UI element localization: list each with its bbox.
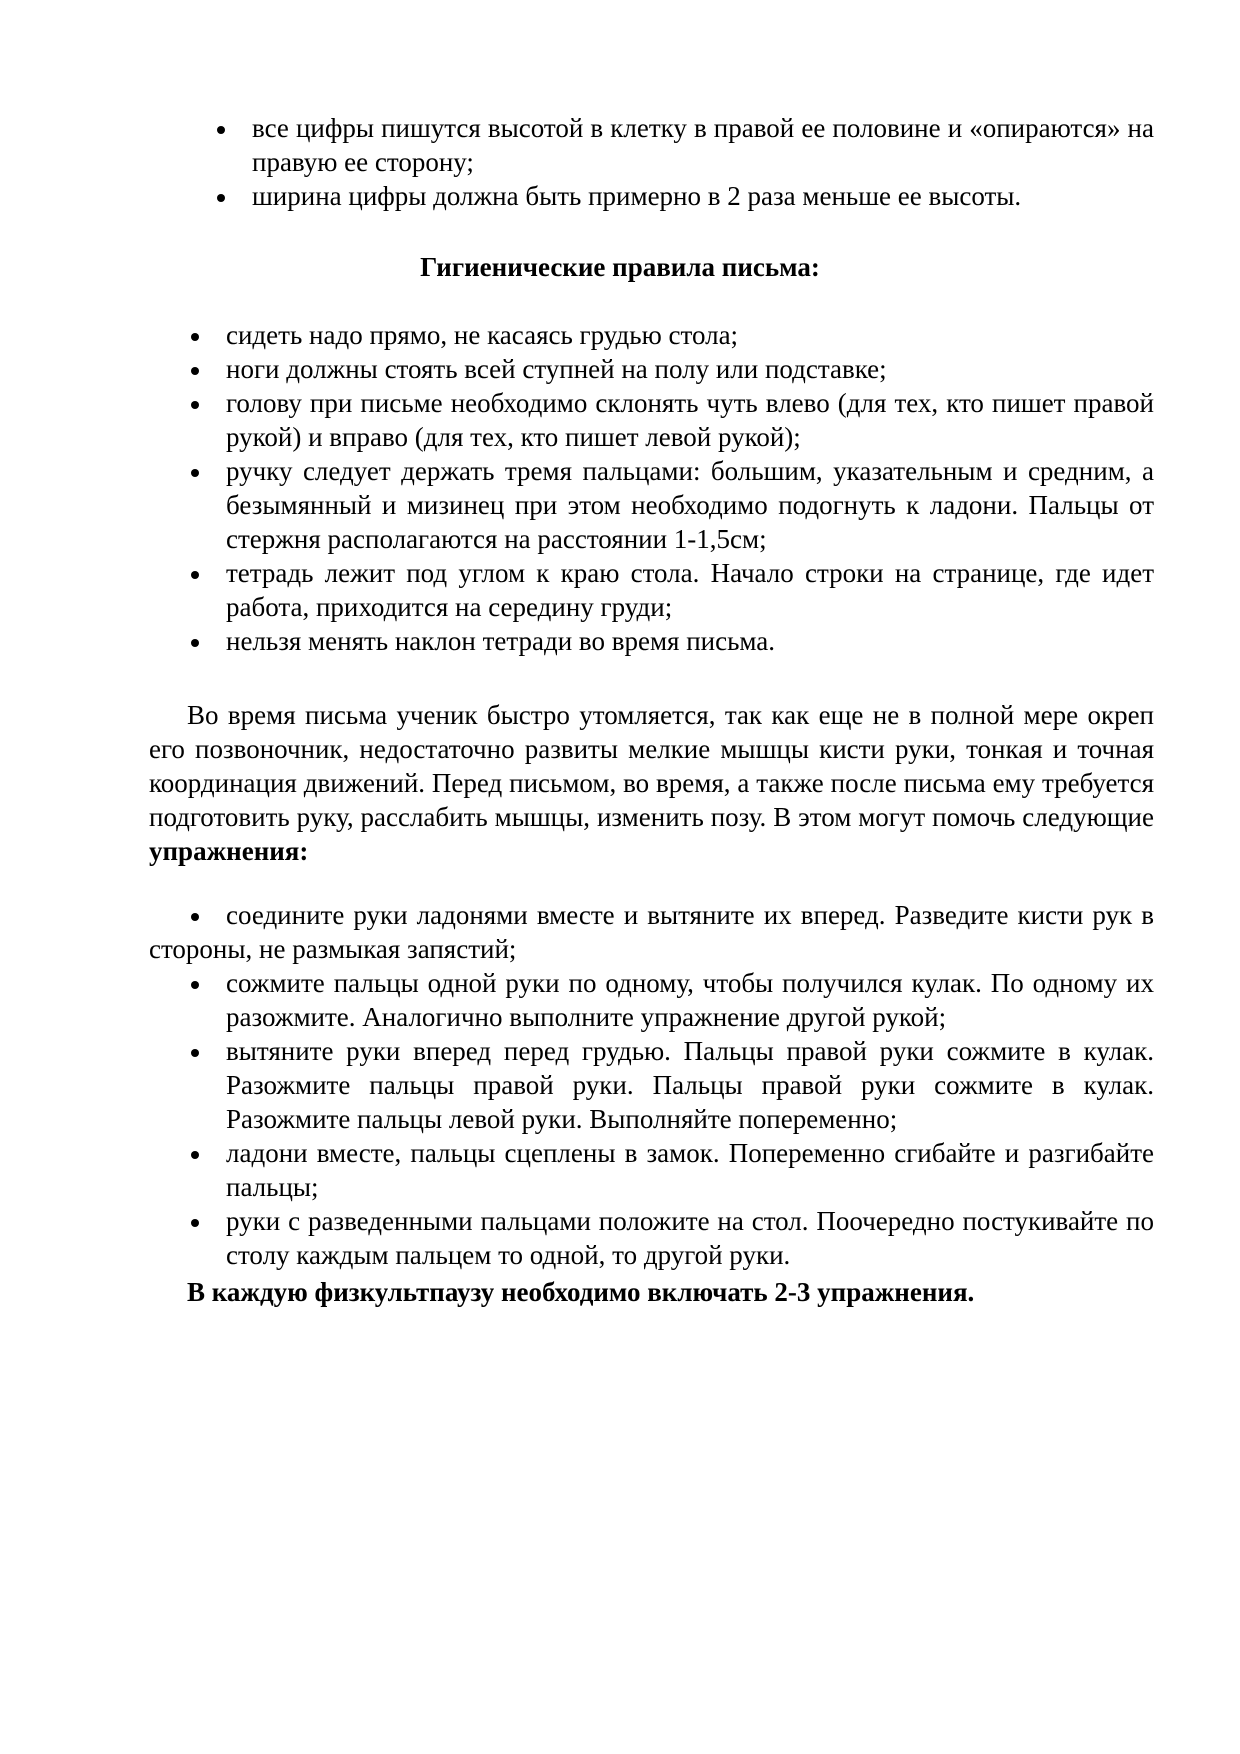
bullet-icon bbox=[217, 194, 225, 202]
list-item: соедините руки ладонями вместе и вытяните их вперед. Разведите кисти рук в стороны, не размыкая запястий; bbox=[149, 900, 1154, 964]
bullet-icon bbox=[191, 367, 199, 375]
list-item: ручку следует держать тремя пальцами: большим, указательным и средним, а безымянный и мизинец при этом необходимо подогнуть к ладони. Пальцы от стержня располагаются на расстоянии 1-1,5см; bbox=[187, 454, 1154, 556]
bullet-icon bbox=[191, 1049, 199, 1057]
list-item: руки с разведенными пальцами положите на стол. Поочередно постукивайте по столу каждым пальцем то одной, то другой руки. bbox=[149, 1204, 1154, 1272]
bullet-icon bbox=[191, 469, 199, 477]
list-item: ноги должны стоять всей ступней на полу или подставке; bbox=[187, 352, 1154, 386]
list-item: голову при письме необходимо склонять чуть влево (для тех, кто пишет правой рукой) и вправо (для тех, кто пишет левой рукой); bbox=[187, 386, 1154, 454]
bullet-icon bbox=[191, 639, 199, 647]
list-item: сидеть надо прямо, не касаясь грудью стола; bbox=[187, 318, 1154, 352]
bullet-icon bbox=[217, 126, 225, 134]
list-item: вытяните руки вперед перед грудью. Пальцы правой руки сожмите в кулак. Разожмите пальцы правой руки. Пальцы правой руки сожмите в кулак. Разожмите пальцы левой руки. Выполняйте попеременно; bbox=[149, 1034, 1154, 1136]
bullet-icon bbox=[191, 571, 199, 579]
bullet-icon bbox=[191, 333, 199, 341]
bullet-icon bbox=[191, 981, 199, 989]
bullet-icon bbox=[191, 1219, 199, 1227]
bullet-icon bbox=[191, 401, 199, 409]
list-item: сожмите пальцы одной руки по одному, чтобы получился кулак. По одному их разожмите. Аналогично выполните упражнение другой рукой; bbox=[149, 966, 1154, 1034]
bullet-icon bbox=[191, 1151, 199, 1159]
hygiene-rules-list bbox=[187, 318, 1154, 658]
exercises-list bbox=[149, 898, 1154, 1272]
exercises-emphasis: упражнения: bbox=[149, 836, 309, 866]
bullet-icon bbox=[191, 913, 199, 921]
list-item: ширина цифры должна быть примерно в 2 раза меньше ее высоты. bbox=[213, 179, 1154, 213]
final-note: В каждую физкультпаузу необходимо включать 2-3 упражнения. bbox=[187, 1277, 975, 1307]
list-item: тетрадь лежит под углом к краю стола. Начало строки на странице, где идет работа, приходится на середину груди; bbox=[187, 556, 1154, 624]
list-item: ладони вместе, пальцы сцеплены в замок. Попеременно сгибайте и разгибайте пальцы; bbox=[149, 1136, 1154, 1204]
hygiene-heading: Гигиенические правила письма: bbox=[420, 252, 820, 282]
list-item: все цифры пишутся высотой в клетку в правой ее половине и «опираются» на правую ее сторону; bbox=[213, 111, 1154, 179]
list-item: нельзя менять наклон тетради во время письма. bbox=[187, 624, 1154, 658]
fatigue-paragraph: Во время письма ученик быстро утомляется, так как еще не в полной мере окреп его позвоночник, недостаточно развиты мелкие мышцы кисти руки, тонкая и точная координация движений. Перед письмом, во время, а также после письма ему требуется подготовить руку, расслабить мышцы, изменить позу. В этом могут помочь следующие упражнения: bbox=[149, 700, 1154, 866]
digit-rules-list bbox=[213, 111, 1154, 213]
